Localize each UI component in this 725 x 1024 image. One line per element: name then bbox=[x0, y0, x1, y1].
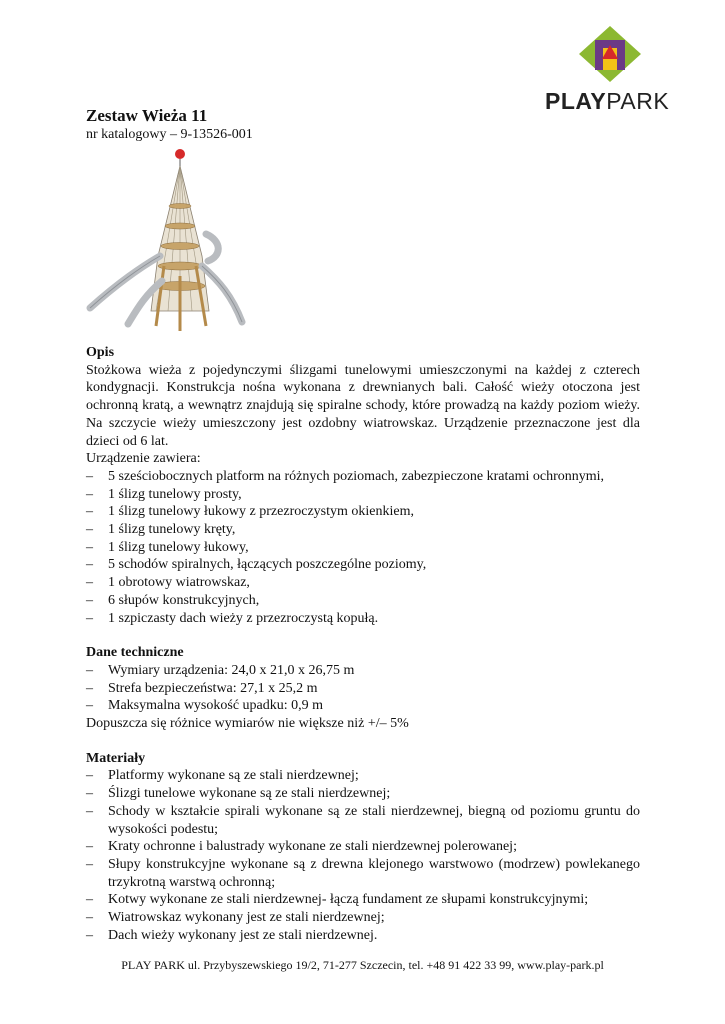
list-item: – Wymiary urządzenia: 24,0 x 21,0 x 26,75 m bbox=[86, 662, 640, 680]
playpark-logo-icon bbox=[577, 24, 643, 84]
list-item: – 1 ślizg tunelowy łukowy z przezroczystym okienkiem, bbox=[86, 503, 640, 521]
list-item: – Słupy konstrukcyjne wykonane są z drewna klejonego warstwowo (modrzew) powlekanego trzykrotną warstwą ochronną; bbox=[86, 856, 640, 891]
list-item: – 5 sześciobocznych platform na różnych poziomach, zabezpieczone kratami ochronnymi, bbox=[86, 468, 640, 486]
tolerance-note: Dopuszcza się różnice wymiarów nie większe niż +/– 5% bbox=[86, 716, 409, 732]
list-item: – 1 ślizg tunelowy prosty, bbox=[86, 486, 640, 504]
product-header bbox=[86, 106, 253, 144]
list-item: – Kotwy wykonane ze stali nierdzewnej- łączą fundament ze słupami konstrukcyjnymi; bbox=[86, 891, 640, 909]
list-item: – Strefa bezpieczeństwa: 27,1 x 25,2 m bbox=[86, 680, 640, 698]
list-item: – Dach wieży wykonany jest ze stali nierdzewnej. bbox=[86, 927, 640, 945]
list-item: – 6 słupów konstrukcyjnych, bbox=[86, 592, 640, 610]
list-item: – 1 ślizg tunelowy kręty, bbox=[86, 521, 640, 539]
footer-contact: PLAY PARK ul. Przybyszewskiego 19/2, 71-277 Szczecin, tel. +48 91 422 33 99, www.play-park.pl bbox=[121, 958, 604, 972]
materials-heading: Materiały bbox=[86, 750, 146, 766]
main-content bbox=[86, 344, 640, 945]
playpark-logo bbox=[545, 24, 675, 116]
list-item: – 1 obrotowy wiatrowskaz, bbox=[86, 574, 640, 592]
contains-label: Urządzenie zawiera: bbox=[86, 451, 201, 467]
materials-list bbox=[86, 767, 640, 944]
list-item: – Schody w kształcie spirali wykonane są ze stali nierdzewnej, biegną od poziomu gruntu do wysokości podestu; bbox=[86, 803, 640, 838]
catalog-number: nr katalogowy – 9-13526-001 bbox=[86, 127, 253, 142]
logo-text-light: PARK bbox=[606, 88, 670, 114]
technical-heading: Dane techniczne bbox=[86, 645, 184, 661]
list-item: – Maksymalna wysokość upadku: 0,9 m bbox=[86, 697, 640, 715]
product-image bbox=[84, 146, 246, 336]
product-title: Zestaw Wieża 11 bbox=[86, 106, 208, 125]
playpark-logo-text bbox=[545, 88, 669, 115]
technical-list bbox=[86, 662, 640, 715]
tower-illustration bbox=[84, 146, 246, 336]
contains-list bbox=[86, 468, 640, 627]
description-text: Stożkowa wieża z pojedynczymi ślizgami tunelowymi umieszczonymi na każdej z czterech kondygnacji. Konstrukcja nośna wykonana z drewnianych bali. Całość wieży otoczona jest ochronną kratą, a wewnątrz znajdują się spiralne schody, które prowadzą na każdy poziom wieży. Na szczycie wieży umieszczony jest ozdobny wiatrowskaz. Urządzenie przeznaczone jest dla dzieci od 6 lat. bbox=[86, 362, 640, 449]
list-item: – Platformy wykonane są ze stali nierdzewnej; bbox=[86, 767, 640, 785]
list-item: – 1 szpiczasty dach wieży z przezroczystą kopułą. bbox=[86, 610, 640, 628]
list-item: – Kraty ochronne i balustrady wykonane ze stali nierdzewnej polerowanej; bbox=[86, 838, 640, 856]
list-item: – Ślizgi tunelowe wykonane są ze stali nierdzewnej; bbox=[86, 785, 640, 803]
list-item: – 5 schodów spiralnych, łączących poszczególne poziomy, bbox=[86, 556, 640, 574]
list-item: – 1 ślizg tunelowy łukowy, bbox=[86, 539, 640, 557]
logo-text-bold: PLAY bbox=[545, 88, 607, 114]
list-item: – Wiatrowskaz wykonany jest ze stali nierdzewnej; bbox=[86, 909, 640, 927]
description-heading: Opis bbox=[86, 345, 115, 360]
